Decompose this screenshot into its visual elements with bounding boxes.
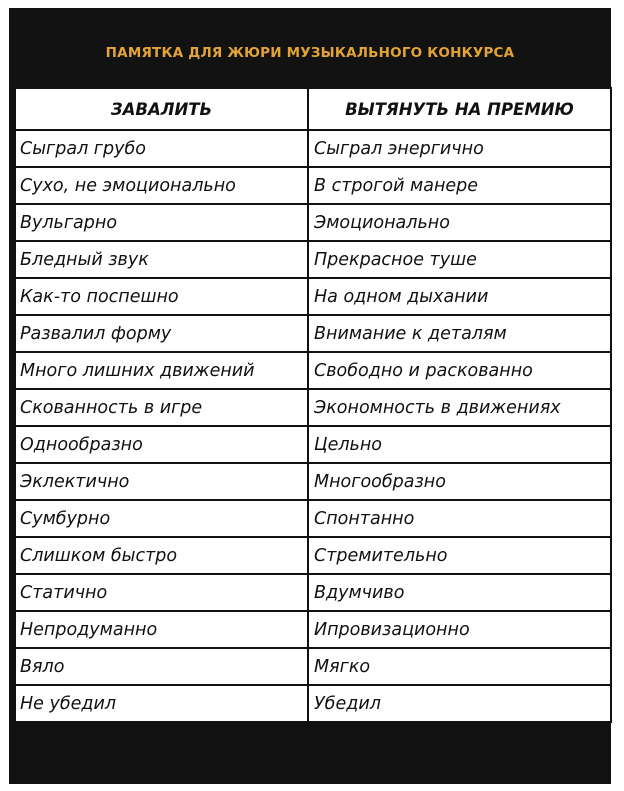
award-phrase: Сыграл энергично — [308, 130, 611, 167]
fail-phrase: Сумбурно — [15, 500, 308, 537]
memo-rows — [15, 130, 611, 722]
table-row — [15, 278, 611, 315]
award-phrase: Многообразно — [308, 463, 611, 500]
table-row — [15, 204, 611, 241]
award-phrase: Цельно — [308, 426, 611, 463]
table-row — [15, 352, 611, 389]
fail-phrase: Бледный звук — [15, 241, 308, 278]
memo-table — [14, 87, 612, 723]
memo-sheet — [9, 8, 611, 784]
table-row — [15, 241, 611, 278]
fail-phrase: Вульгарно — [15, 204, 308, 241]
fail-phrase: Много лишних движений — [15, 352, 308, 389]
award-phrase: Убедил — [308, 685, 611, 722]
award-phrase: Прекрасное туше — [308, 241, 611, 278]
award-phrase: Стремительно — [308, 537, 611, 574]
table-row — [15, 315, 611, 352]
fail-phrase: Не убедил — [15, 685, 308, 722]
table-row — [15, 648, 611, 685]
table-row — [15, 685, 611, 722]
table-row — [15, 574, 611, 611]
award-phrase: Ипровизационно — [308, 611, 611, 648]
title-bar — [9, 8, 611, 95]
fail-phrase: Развалил форму — [15, 315, 308, 352]
fail-phrase: Вяло — [15, 648, 308, 685]
award-phrase: В строгой манере — [308, 167, 611, 204]
award-phrase: Свободно и раскованно — [308, 352, 611, 389]
table-row — [15, 130, 611, 167]
award-phrase: На одном дыхании — [308, 278, 611, 315]
award-phrase: Экономность в движениях — [308, 389, 611, 426]
award-phrase: Внимание к деталям — [308, 315, 611, 352]
fail-phrase: Эклектично — [15, 463, 308, 500]
header-row — [15, 88, 611, 130]
table-row — [15, 389, 611, 426]
table-row — [15, 500, 611, 537]
award-phrase: Эмоционально — [308, 204, 611, 241]
fail-phrase: Однообразно — [15, 426, 308, 463]
fail-phrase: Сухо, не эмоционально — [15, 167, 308, 204]
fail-phrase: Статично — [15, 574, 308, 611]
award-phrase: Вдумчиво — [308, 574, 611, 611]
table-row — [15, 537, 611, 574]
column-header-fail: ЗАВАЛИТЬ — [15, 88, 308, 130]
table-row — [15, 463, 611, 500]
memo-title: ПАМЯТКА ДЛЯ ЖЮРИ МУЗЫКАЛЬНОГО КОНКУРСА — [105, 44, 515, 61]
fail-phrase: Сыграл грубо — [15, 130, 308, 167]
fail-phrase: Слишком быстро — [15, 537, 308, 574]
fail-phrase: Как-то поспешно — [15, 278, 308, 315]
fail-phrase: Скованность в игре — [15, 389, 308, 426]
table-row — [15, 611, 611, 648]
award-phrase: Мягко — [308, 648, 611, 685]
award-phrase: Спонтанно — [308, 500, 611, 537]
table-row — [15, 167, 611, 204]
table-row — [15, 426, 611, 463]
fail-phrase: Непродуманно — [15, 611, 308, 648]
column-header-award: ВЫТЯНУТЬ НА ПРЕМИЮ — [308, 88, 611, 130]
